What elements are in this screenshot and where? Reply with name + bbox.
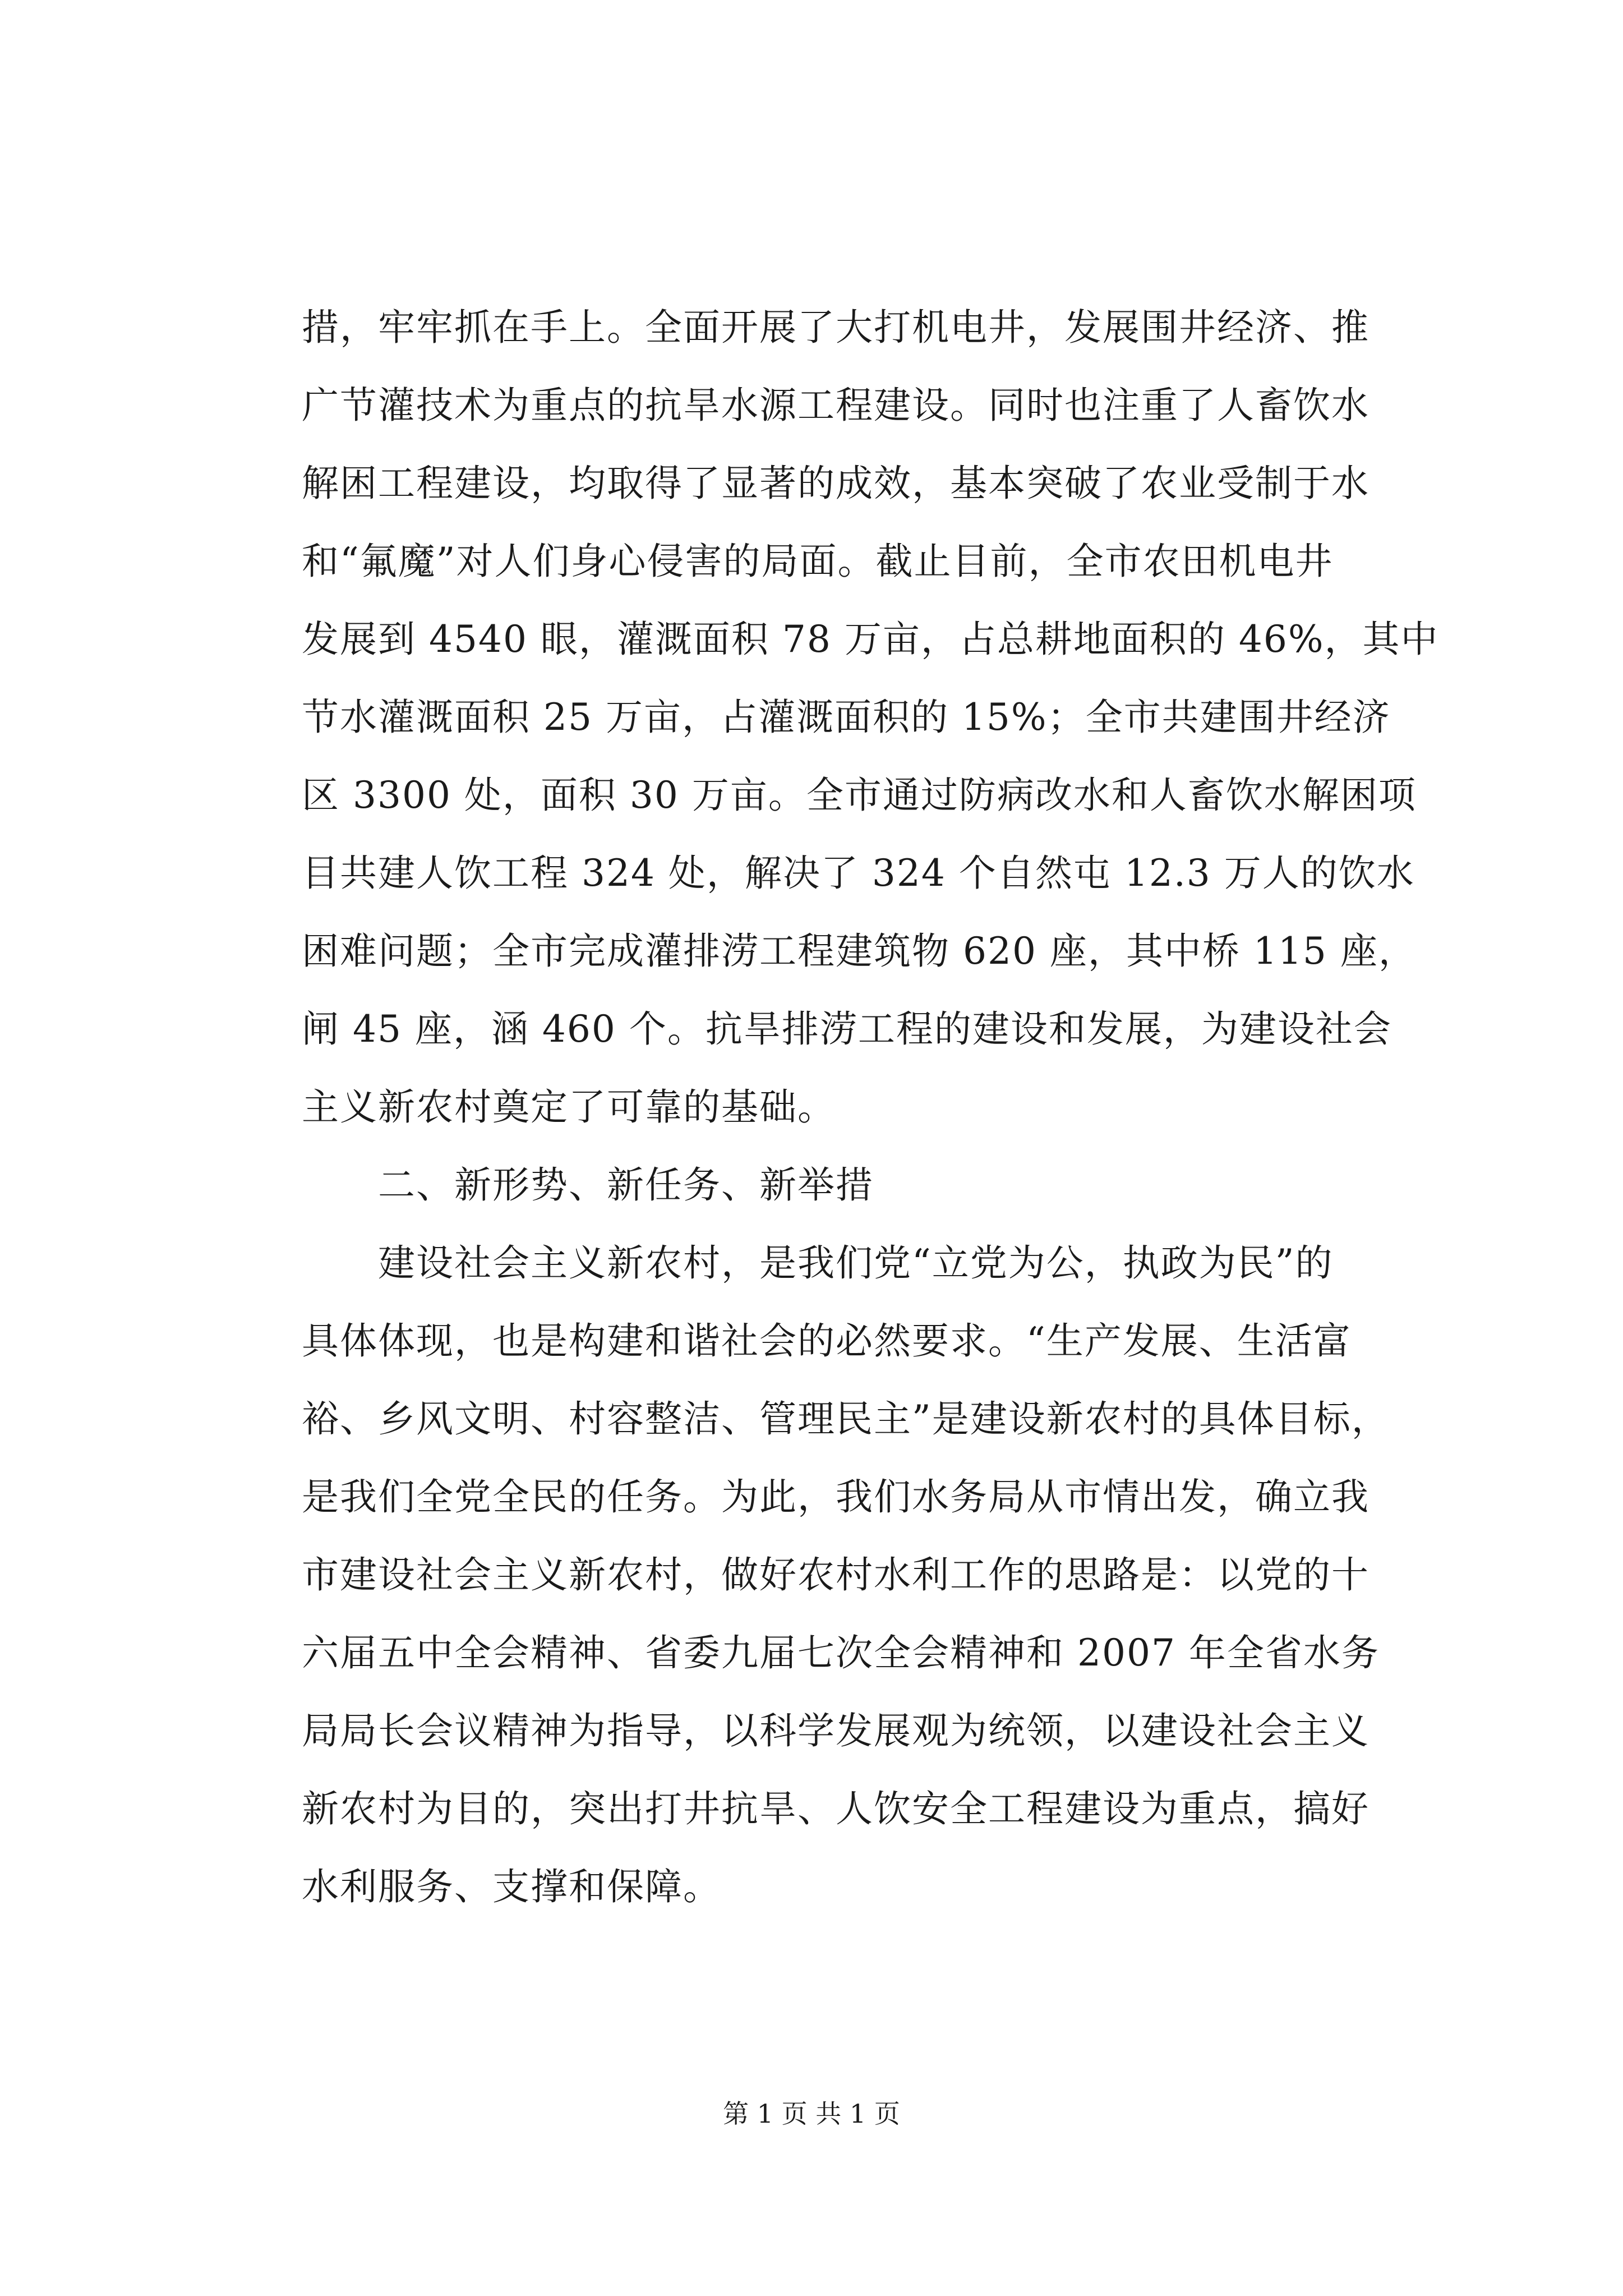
text-line: 主义新农村奠定了可靠的基础。 [302, 1085, 836, 1129]
section-heading: 二、新形势、新任务、新举措 [302, 1163, 874, 1207]
text-line: 广节灌技术为重点的抗旱水源工程建设。同时也注重了人畜饮水 [302, 384, 1370, 427]
text-line: 节水灌溉面积 25 万亩，占灌溉面积的 15%；全市共建围井经济 [302, 696, 1391, 739]
text-line: 水利服务、支撑和保障。 [302, 1865, 721, 1908]
text-line: 具体体现，也是构建和谐社会的必然要求。“生产发展、生活富 [302, 1319, 1352, 1363]
page-footer [0, 2097, 1623, 2131]
text-line: 是我们全党全民的任务。为此，我们水务局从市情出发，确立我 [302, 1475, 1370, 1519]
text-line: 市建设社会主义新农村，做好农村水利工作的思路是：以党的十 [302, 1553, 1370, 1596]
text-line: 困难问题；全市完成灌排涝工程建筑物 620 座，其中桥 115 座， [302, 930, 1417, 973]
page-number-label: 第 1 页 共 1 页 [723, 2099, 900, 2129]
text-line: 裕、乡风文明、村容整洁、管理民主”是建设新农村的具体目标， [302, 1397, 1390, 1441]
text-line: 措，牢牢抓在手上。全面开展了大打机电井，发展围井经济、推 [302, 306, 1370, 349]
document-body [302, 288, 1439, 1926]
text-line: 建设社会主义新农村，是我们党“立党为公，执政为民”的 [302, 1241, 1334, 1285]
text-line: 发展到 4540 眼，灌溉面积 78 万亩，占总耕地面积的 46%，其中 [302, 618, 1439, 661]
text-line: 新农村为目的，突出打井抗旱、人饮安全工程建设为重点，搞好 [302, 1787, 1370, 1830]
text-line: 目共建人饮工程 324 处，解决了 324 个自然屯 12.3 万人的饮水 [302, 852, 1415, 895]
text-line: 闸 45 座，涵 460 个。抗旱排涝工程的建设和发展，为建设社会 [302, 1007, 1392, 1051]
text-line: 和“氟魔”对人们身心侵害的局面。截止目前，全市农田机电井 [302, 540, 1334, 583]
text-line: 局局长会议精神为指导，以科学发展观为统领，以建设社会主义 [302, 1709, 1370, 1752]
text-line: 解困工程建设，均取得了显著的成效，基本突破了农业受制于水 [302, 462, 1370, 505]
text-line: 区 3300 处，面积 30 万亩。全市通过防病改水和人畜饮水解困项 [302, 774, 1417, 817]
text-line: 六届五中全会精神、省委九届七次全会精神和 2007 年全省水务 [302, 1631, 1380, 1674]
